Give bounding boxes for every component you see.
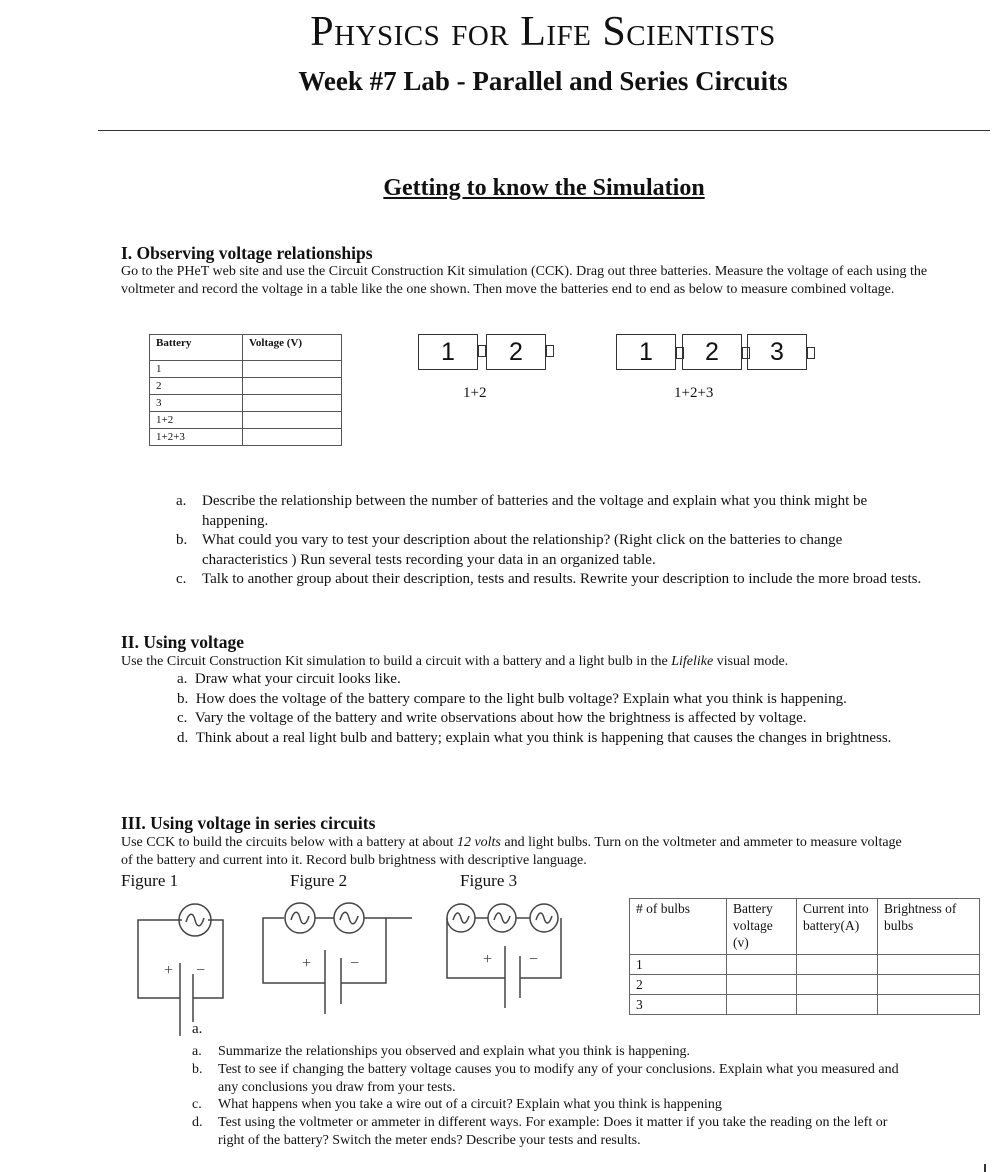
question-item <box>176 492 926 531</box>
battery-plus-sign: + <box>483 951 493 968</box>
stray-label: a. <box>192 1021 203 1037</box>
table-cell: 1 <box>630 955 727 975</box>
table-cell <box>878 995 980 1015</box>
question-label: c. <box>192 1097 202 1113</box>
figure-1-label: Figure 1 <box>121 871 179 890</box>
table-cell <box>878 975 980 995</box>
table-cell: 2 <box>630 975 727 995</box>
question-label: a. <box>192 1044 202 1059</box>
battery-terminal <box>807 347 815 359</box>
table-header-brightness: Brightness of bulbs <box>878 899 980 955</box>
table-cell <box>727 975 797 995</box>
intro-text: Use CCK to build the circuits below with a battery at about <box>121 835 457 850</box>
section-title: Getting to know the Simulation <box>383 175 705 201</box>
battery-plus-sign: + <box>302 955 312 972</box>
figure-2-label: Figure 2 <box>290 871 348 890</box>
table-cell <box>727 995 797 1015</box>
table-row <box>150 412 342 429</box>
question-text: What happens when you take a wire out of a circuit? Explain what you think is happening <box>218 1097 722 1113</box>
section-1-intro: Go to the PHeT web site and use the Circuit Construction Kit simulation (CCK). Drag out three batteries. Measure the voltage of each using the voltmeter and record the voltage in a table like the one shown. Then move the batteries end to end as below to measure combined voltage. <box>121 264 928 297</box>
question-text: Test to see if changing the battery voltage causes you to modify any of your conclusions. Explain what you measured and any conclusions you draw from your tests. <box>218 1061 899 1095</box>
question-item <box>176 531 926 570</box>
section-2-questions <box>177 670 932 748</box>
question-label: c. <box>176 571 187 587</box>
battery-plus-sign: + <box>164 962 174 979</box>
question-item <box>192 1061 917 1097</box>
intro-text: and light bulbs. Turn on the voltmeter and ammeter to measure voltage of the battery and current into it. Record bulb brightness with descriptive language. <box>121 835 902 868</box>
section-1-heading: I. Observing voltage relationships <box>121 243 373 263</box>
table-cell <box>797 955 878 975</box>
question-label: d. <box>177 729 189 746</box>
course-title: Physics for Life Scientists <box>310 9 776 55</box>
section-1-questions <box>176 492 926 590</box>
table-row <box>630 975 980 995</box>
circuit-figure-2 <box>263 903 412 1014</box>
table-row <box>150 395 342 412</box>
question-item <box>177 670 932 690</box>
question-text: What could you vary to test your description about the relationship? (Right click on the batteries to change characteristics ) Run several tests recording your data in an organized table. <box>202 532 843 568</box>
question-label: c. <box>177 710 188 726</box>
table-cell <box>243 412 342 429</box>
table-cell <box>243 395 342 412</box>
question-text: Describe the relationship between the number of batteries and the voltage and explain what you think might be happening. <box>202 493 868 529</box>
circuit-figure-1 <box>138 904 223 1036</box>
question-item <box>177 729 932 749</box>
table-cell <box>727 955 797 975</box>
section-2-heading: II. Using voltage <box>121 632 244 652</box>
section-3-questions <box>192 1043 917 1150</box>
figure-3-label: Figure 3 <box>460 871 518 890</box>
intro-emphasis: 12 volts <box>456 835 501 850</box>
table-row <box>630 955 980 975</box>
table-header-battery: Battery <box>150 335 243 361</box>
battery-cell-3: 3 <box>747 334 807 370</box>
table-cell <box>243 361 342 378</box>
table-row <box>150 429 342 446</box>
battery-minus-sign: − <box>196 962 206 979</box>
question-text: Summarize the relationships you observed and explain what you think is happening. <box>218 1044 691 1059</box>
table-cell: 1 <box>150 361 243 378</box>
question-item <box>192 1114 917 1150</box>
question-label: b. <box>177 690 189 707</box>
battery-minus-sign: − <box>529 951 539 968</box>
battery-terminal <box>546 345 554 357</box>
diagram-caption: 1+2+3 <box>674 385 714 401</box>
section-3-heading: III. Using voltage in series circuits <box>121 813 376 833</box>
battery-cell-2: 2 <box>682 334 742 370</box>
question-label: a. <box>177 671 188 687</box>
header-divider <box>98 130 990 131</box>
table-cell: 3 <box>630 995 727 1015</box>
intro-emphasis: Lifelike <box>671 654 714 669</box>
table-cell <box>797 975 878 995</box>
question-text: Draw what your circuit looks like. <box>194 671 401 687</box>
table-cell <box>878 955 980 975</box>
diagram-caption: 1+2 <box>463 385 487 401</box>
question-label: d. <box>192 1115 203 1131</box>
table-cell <box>243 378 342 395</box>
section-2-intro <box>121 653 941 671</box>
table-row <box>630 995 980 1015</box>
table-header-current: Current into battery(A) <box>797 899 878 955</box>
circuit-figure-3 <box>447 904 561 1008</box>
question-item <box>192 1043 917 1061</box>
lab-title: Week #7 Lab - Parallel and Series Circuits <box>298 66 788 96</box>
table-header-battery-voltage: Battery voltage (v) <box>727 899 797 955</box>
question-text: Think about a real light bulb and battery; explain what you think is happening that causes the changes in brightness. <box>195 729 892 746</box>
question-text: Vary the voltage of the battery and write observations about how the brightness is affected by voltage. <box>194 710 807 726</box>
section-3-intro <box>121 834 911 869</box>
battery-terminal <box>478 345 486 357</box>
table-cell: 1+2+3 <box>150 429 243 446</box>
intro-text: Use the Circuit Construction Kit simulation to build a circuit with a battery and a light bulb in the <box>121 654 672 669</box>
table-cell <box>797 995 878 1015</box>
battery-minus-sign: − <box>350 955 360 972</box>
table-header-bulbs: # of bulbs <box>630 899 727 955</box>
question-text: How does the voltage of the battery compare to the light bulb voltage? Explain what you think is happening. <box>195 690 847 707</box>
battery-cell-1: 1 <box>418 334 478 370</box>
table-cell: 1+2 <box>150 412 243 429</box>
question-label: a. <box>176 493 187 509</box>
table-cell: 2 <box>150 378 243 395</box>
table-row <box>150 378 342 395</box>
question-item <box>177 690 932 710</box>
table-cell <box>243 429 342 446</box>
question-label: b. <box>192 1061 203 1077</box>
table-header-voltage: Voltage (V) <box>243 335 342 361</box>
battery-voltage-table <box>149 334 342 446</box>
question-item <box>176 570 926 590</box>
page-edge-mark <box>984 1164 986 1172</box>
battery-cell-1: 1 <box>616 334 676 370</box>
question-item <box>177 709 932 729</box>
intro-text: visual mode. <box>713 654 789 669</box>
question-item <box>192 1096 917 1114</box>
question-text: Test using the voltmeter or ammeter in different ways. For example: Does it matter if you take the reading on the left or right of the battery? Switch the meter ends? Describe your tests and results. <box>218 1115 888 1148</box>
table-row <box>150 361 342 378</box>
bulbs-measurement-table <box>629 898 980 1015</box>
battery-cell-2: 2 <box>486 334 546 370</box>
table-cell: 3 <box>150 395 243 412</box>
question-text: Talk to another group about their description, tests and results. Rewrite your description to include the more broad tests. <box>202 571 922 587</box>
question-label: b. <box>176 532 188 548</box>
